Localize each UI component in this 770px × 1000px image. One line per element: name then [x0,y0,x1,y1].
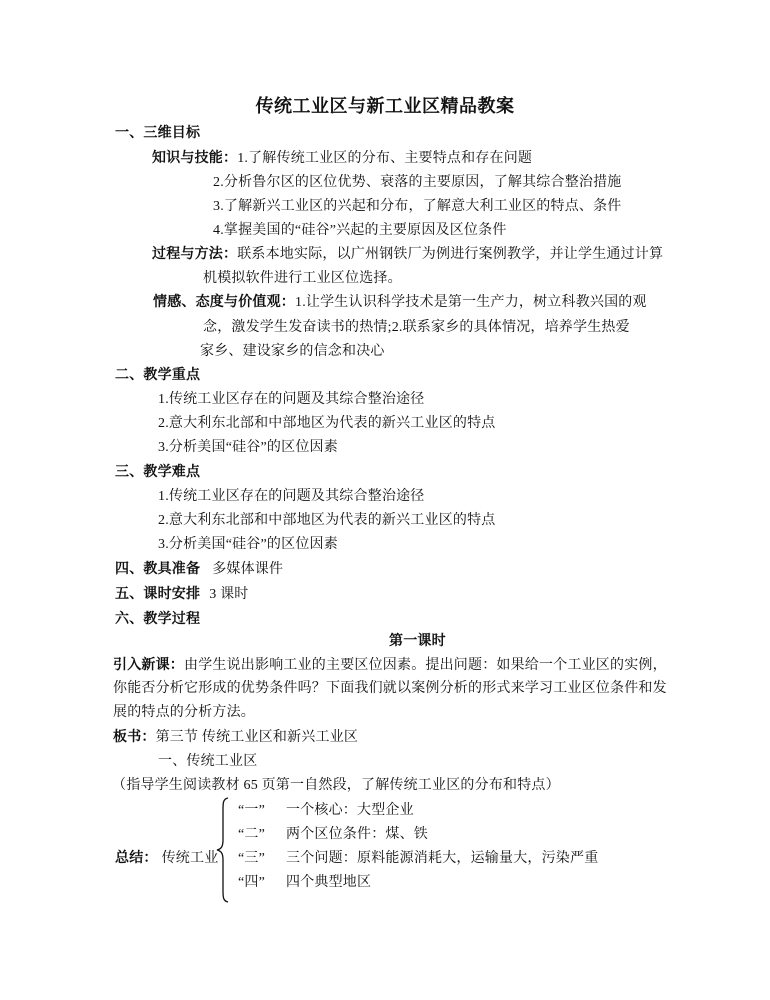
summary-item-2 [238,826,428,844]
summary-item-4-desc: 四个典型地区 [286,875,372,890]
process-method-line2: 机模拟软件进行工业区位选择。 [203,271,402,286]
reading-note: （指导学生阅读教材 65 页第一自然段，了解传统工业区的分布和特点） [112,778,560,793]
emotion-values-label: 情感、态度与价值观： [153,295,295,310]
knowledge-item-3: 3.了解新兴工业区的兴起和分布，了解意大利工业区的特点、条件 [213,199,622,214]
summary-item-1-key: “一” [238,803,266,818]
knowledge-skills-label: 知识与技能： [152,151,238,166]
key-point-3: 3.分析美国“硅谷”的区位因素 [158,440,338,455]
heading-schedule-line [115,586,249,604]
summary-item-2-desc: 两个区位条件：煤、铁 [286,827,428,842]
emotion-values-text: 1.让学生认识科学技术是第一生产力，树立科教兴国的观 [295,295,647,310]
heading-schedule: 五、课时安排 [115,587,201,602]
heading-preparation: 四、教具准备 [115,562,201,577]
process-method-line1 [152,246,663,264]
summary-item-4-key: “四” [238,875,266,890]
heading-preparation-line [115,561,283,579]
summary-item-4 [238,874,371,892]
difficulty-3: 3.分析美国“硅谷”的区位因素 [158,537,338,552]
key-point-1: 1.传统工业区存在的问题及其综合整治途径 [158,392,425,407]
lesson1-intro-line1 [113,657,667,675]
board-writing-line [113,729,358,747]
difficulty-2: 2.意大利东北部和中部地区为代表的新兴工业区的特点 [158,513,496,528]
process-method-label: 过程与方法： [152,247,238,262]
summary-item-1-desc: 一个核心：大型企业 [286,803,414,818]
summary-item-3-key: “三” [238,851,266,866]
knowledge-item-1: 1.了解传统工业区的分布、主要特点和存在问题 [237,151,533,166]
heading-objectives: 一、三维目标 [115,126,201,141]
schedule-value: 3 课时 [209,587,249,602]
preparation-value: 多媒体课件 [212,562,284,577]
board-writing-label: 板书： [113,730,156,745]
left-brace-icon [215,796,231,904]
summary-item-2-key: “二” [238,827,266,842]
summary-item-1 [238,802,414,820]
emotion-values-line2: 念，激发学生发奋读书的热情;2.联系家乡的具体情况，培养学生热爱 [203,320,630,335]
knowledge-item-2: 2.分析鲁尔区的区位优势、衰落的主要原因，了解其综合整治措施 [213,175,622,190]
heading-key-points: 二、教学重点 [115,368,201,383]
key-point-2: 2.意大利东北部和中部地区为代表的新兴工业区的特点 [158,416,496,431]
process-method-text: 联系本地实际，以广州钢铁厂为例进行案例教学，并让学生通过计算 [237,247,664,262]
document-title: 传统工业区与新工业区精品教案 [255,96,515,116]
heading-difficulties: 三、教学难点 [115,465,201,480]
knowledge-item-4: 4.掌握美国的“硅谷”兴起的主要原因及区位条件 [213,223,507,238]
summary-item-3 [238,850,598,868]
summary-subject: 传统工业 [161,851,219,866]
lesson1-intro-label: 引入新课： [113,658,184,673]
lesson1-intro-line2: 你能否分析它形成的优势条件吗？下面我们就以案例分析的形式来学习工业区位条件和发 [113,681,667,696]
lesson1-intro-line3: 展的特点的分析方法。 [113,705,255,720]
board-writing-text: 第三节 传统工业区和新兴工业区 [155,730,359,745]
knowledge-skills-line1 [152,150,532,168]
heading-teaching-process: 六、教学过程 [115,612,201,627]
lesson1-intro-text: 由学生说出影响工业的主要区位因素。提出问题：如果给一个工业区的实例， [184,658,667,673]
emotion-values-line3: 家乡、建设家乡的信念和决心 [200,344,385,359]
summary-item-3-desc: 三个问题：原料能源消耗大，运输量大，污染严重 [286,851,599,866]
lesson1-heading: 第一课时 [389,634,446,649]
emotion-values-line1 [153,294,647,312]
summary-label: 总结： [115,851,158,866]
summary-line [115,850,218,868]
difficulty-1: 1.传统工业区存在的问题及其综合整治途径 [158,489,425,504]
board-writing-sub: 一、传统工业区 [158,754,258,769]
